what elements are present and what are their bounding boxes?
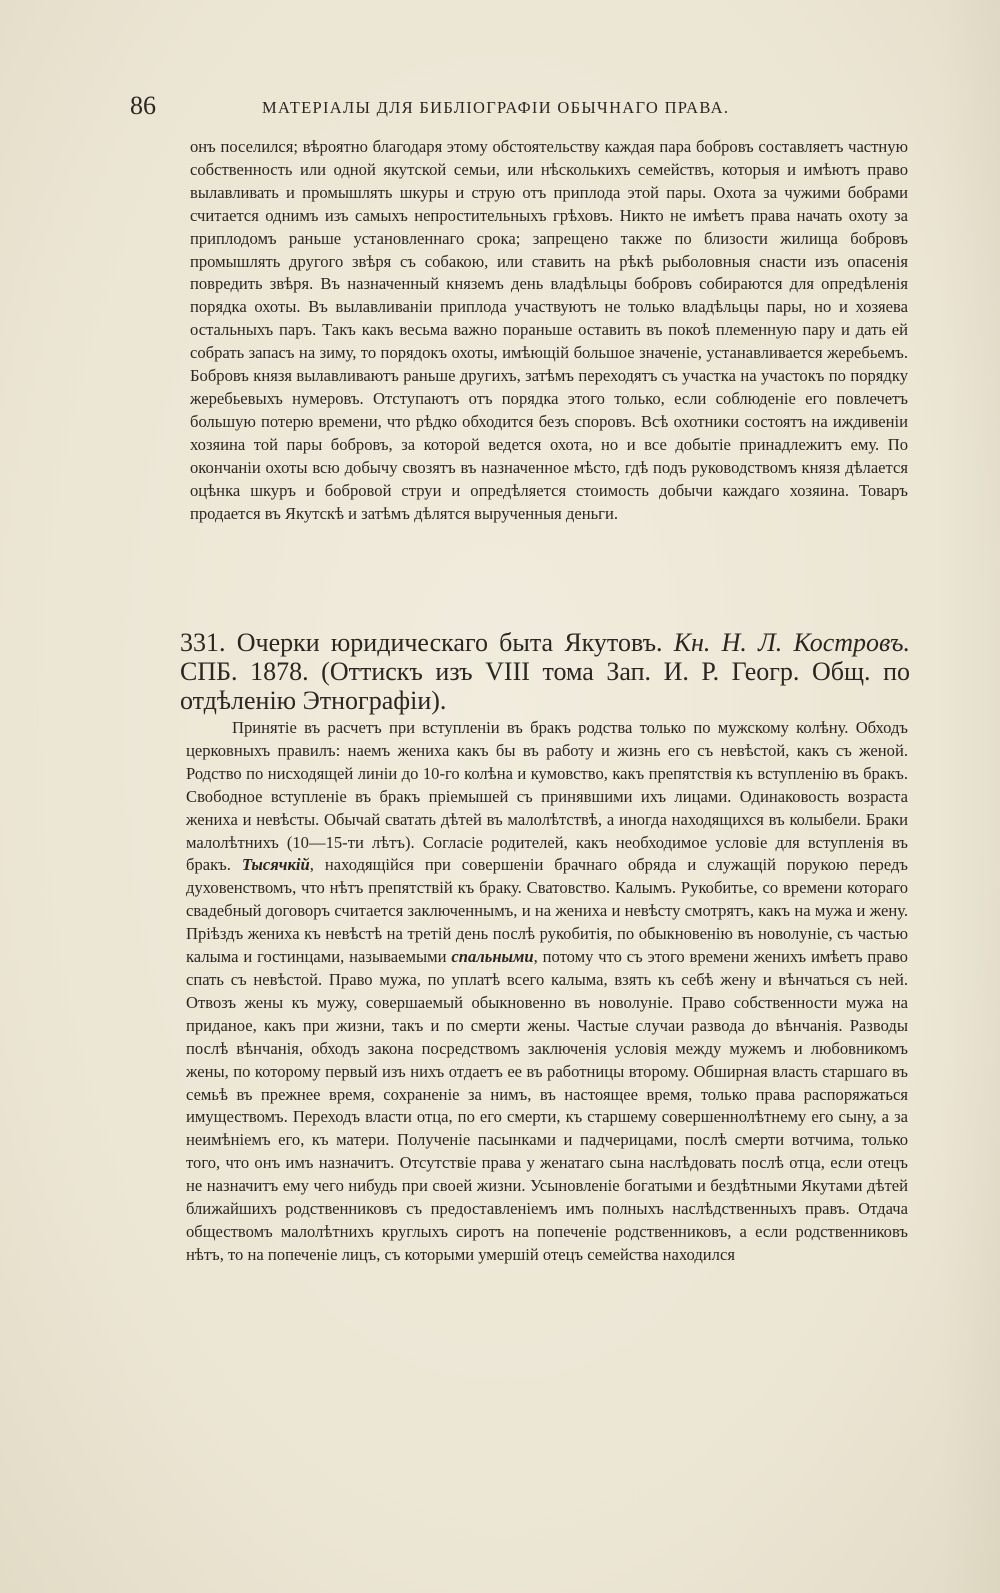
abstract-term-tysyachkiy: Тысячкій [241, 855, 310, 875]
entry-imprint: СПБ. 1878. (Оттискъ изъ VIII тома Зап. И. Р. Геогр. Общ. по отдѣленію Этнографіи). [180, 657, 910, 715]
page-header [130, 92, 910, 120]
abstract-text-2: , находящійся при совершеніи брачнаго обряда и служащій порукою передъ духовенствомъ, что нѣтъ препятствій къ браку. Сватовство. Калымъ. Рукобитье, со времени котораго свадебный договоръ считается заключеннымъ, и на жениха и невѣсту смотрятъ, какъ на мужа и жену. Пріѣздъ жениха къ невѣстѣ на третій день послѣ рукобитія, по обыкновенію въ новолуніе, съ частью калыма и гостинцами, называемыми [186, 855, 908, 967]
entry-title: 331. Очерки юридическаго быта Якутовъ. [180, 628, 663, 657]
running-title: МАТЕРІАЛЫ ДЛЯ БИБЛІОГРАФІИ ОБЫЧНАГО ПРАВА. [262, 98, 730, 117]
bibliography-entry-heading [180, 628, 910, 715]
entry-abstract [186, 717, 908, 1267]
page-number: 86 [130, 91, 156, 120]
entry-author: Кн. Н. Л. Костровъ. [673, 628, 910, 657]
continuation-paragraph: онъ поселился; вѣроятно благодаря этому обстоятельству каждая пара бобровъ составляетъ частную собственность или одной якутской семьи, или нѣсколькихъ семействъ, которыя и имѣютъ право вылавливать и промышлять шкуры и струю отъ приплода этой пары. Охота за чужими бобрами считается однимъ изъ самыхъ непростительныхъ грѣховъ. Никто не имѣетъ права начать охоту за приплодомъ раньше установленнаго срока; запрещено также по близости жилища бобровъ промышлять другого звѣря съ собакою, или ставить на рѣкѣ рыболовныя снасти изъ опасенія повредить звѣря. Въ назначенный княземъ день владѣльцы бобровъ собираются для опредѣленія порядка охоты. Въ вылавливаніи приплода участвуютъ не только владѣльцы пары, но и хозяева остальныхъ паръ. Такъ какъ весьма важно пораньше оставить въ покоѣ племенную пару и дать ей собрать запасъ на зиму, то порядокъ охоты, имѣющій большое значеніе, устанавливается жеребьемъ. Бобровъ князя вылавливаютъ раньше другихъ, затѣмъ переходятъ съ участка на участокъ по порядку жеребьевыхъ нумеровъ. Отступаютъ отъ порядка этого только, если соблюденіе его повлечетъ большую потерю времени, что рѣдко обходится безъ споровъ. Всѣ охотники состоятъ на иждивеніи хозяина той пары бобровъ, за которой ведется охота, но и все добытіе принадлежитъ ему. По окончаніи охоты всю добычу свозятъ въ назначенное мѣсто, гдѣ подъ руководствомъ князя дѣлается оцѣнка шкуръ и бобровой струи и опредѣляется стоимость добычи каждаго хозяина. Товаръ продается въ Якутскѣ и затѣмъ дѣлятся вырученныя деньги. [190, 137, 908, 523]
abstract-term-spalnymi: спальными [451, 947, 534, 967]
abstract-text-3: , потому что съ этого времени женихъ имѣетъ право спать съ невѣстой. Право мужа, по уплатѣ всего калыма, взять къ себѣ жену и вѣнчаться съ ней. Отвозъ жены къ мужу, совершаемый обыкновенно въ новолуніе. Право собственности мужа на приданое, какъ при жизни, такъ и по смерти жены. Частые случаи развода до вѣнчанія. Разводы послѣ вѣнчанія, обходъ закона посредствомъ заключенія условія между мужемъ и любовникомъ жены, по которому первый изъ нихъ отдаетъ ее въ работницы второму. Обширная власть старшаго въ семьѣ въ прежнее время, сохраненіе за нимъ, въ настоящее время, только права распоряжаться имуществомъ. Переходъ власти отца, по его смерти, къ старшему совершеннолѣтнему его сыну, а за неимѣніемъ его, къ матери. Полученіе пасынками и падчерицами, послѣ смерти вотчима, только того, что онъ имъ назначитъ. Отсутствіе права у женатаго сына наслѣдовать послѣ отца, если отецъ не назначитъ ему чего нибудь при своей жизни. Усыновленіе богатыми и бездѣтными Якутами дѣтей ближайшихъ родственниковъ съ предоставленіемъ имъ полныхъ наслѣдственныхъ правъ. Отдача обществомъ малолѣтнихъ круглыхъ сиротъ на попеченіе родственниковъ, а если родственниковъ нѣтъ, то на попеченіе лицъ, съ которыми умершій отецъ семейства находился [186, 947, 908, 1264]
abstract-text-1: Принятіе въ расчетъ при вступленіи въ бракъ родства только по мужскому колѣну. Обходъ церковныхъ правилъ: наемъ жениха какъ бы въ работу и жизнь его съ невѣстой, какъ съ женой. Родство по нисходящей линіи до 10-го колѣна и кумовство, какъ препятствія къ вступленію въ бракъ. Свободное вступленіе въ бракъ пріемышей съ принявшими ихъ лицами. Одинаковость возраста жениха и невѣсты. Обычай сватать дѣтей въ малолѣтствѣ, а иногда находящихся въ колыбели. Браки малолѣтнихъ (10—15-ти лѣтъ). Согласіе родителей, какъ необходимое условіе для вступленія въ бракъ. [186, 718, 908, 875]
page-edge-shadow [940, 0, 1000, 1593]
